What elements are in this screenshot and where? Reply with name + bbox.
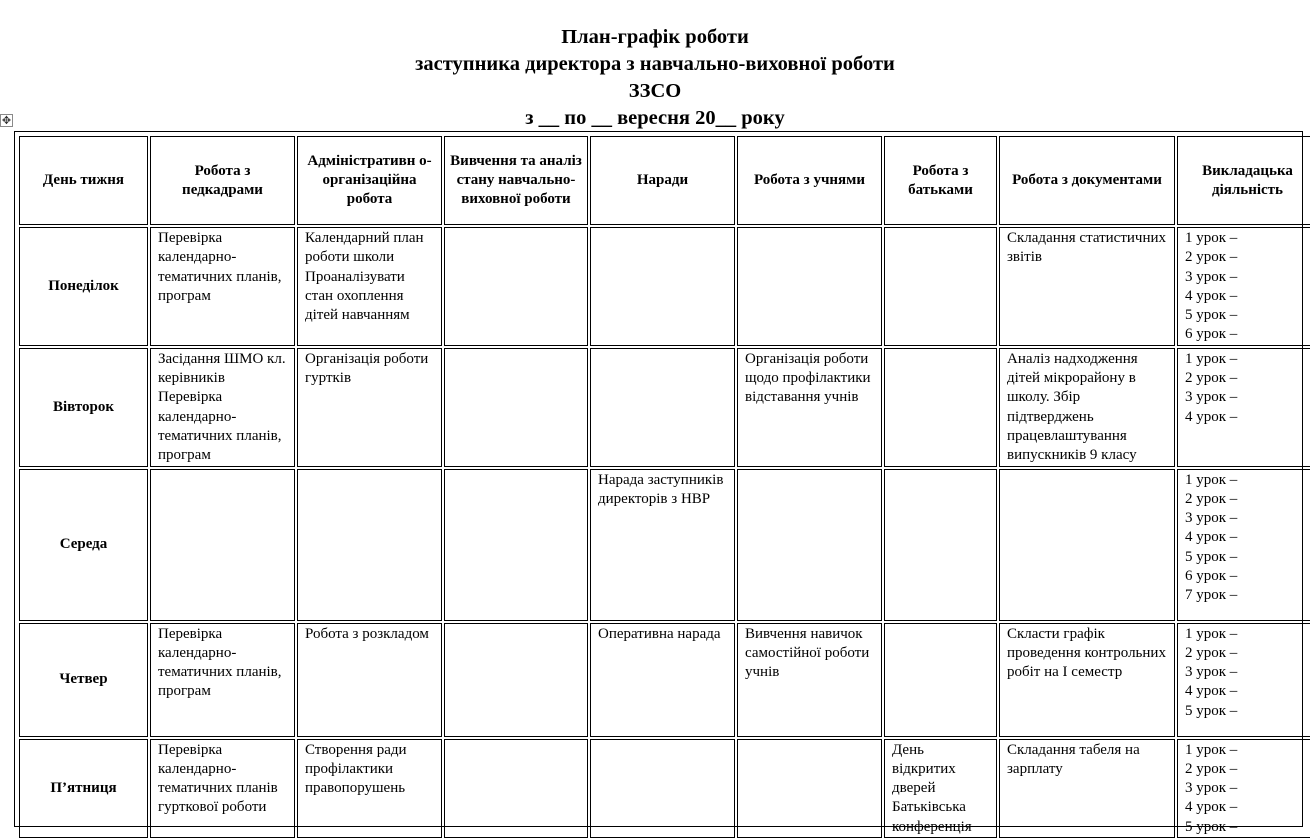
day-cell: Четвер: [19, 623, 148, 737]
table-cell: [444, 469, 588, 621]
table-cell: Перевірка календарно-тематичних планів, програм: [150, 227, 295, 346]
table-cell: [590, 227, 735, 346]
table-cell: [150, 469, 295, 621]
table-cell: Створення ради профілактики правопорушень: [297, 739, 442, 838]
title-line-2: заступника директора з навчально-виховної роботи: [415, 53, 895, 75]
table-cell: Вивчення навичок самостійної роботи учнів: [737, 623, 882, 737]
column-header: Робота з учнями: [737, 136, 882, 225]
table-cell: 1 урок – 2 урок – 3 урок – 4 урок – 5 урок –: [1177, 739, 1310, 838]
table-cell: Перевірка календарно-тематичних планів гурткової роботи: [150, 739, 295, 838]
table-cell: [444, 348, 588, 467]
day-cell: Вівторок: [19, 348, 148, 467]
title-line-1: План-графік роботи: [561, 26, 749, 48]
table-cell: [884, 227, 997, 346]
table-cell: Нарада заступників директорів з НВР: [590, 469, 735, 621]
day-cell: Понеділок: [19, 227, 148, 346]
table-cell: Календарний план роботи школи Проаналізувати стан охоплення дітей навчанням: [297, 227, 442, 346]
table-cell: [737, 739, 882, 838]
table-row: [19, 469, 1310, 621]
table-cell: [737, 227, 882, 346]
schedule-table: [17, 134, 1310, 840]
table-row: [19, 623, 1310, 737]
table-cell: [737, 469, 882, 621]
column-header: Робота з батьками: [884, 136, 997, 225]
schedule-table-frame: [14, 131, 1303, 835]
table-cell: Складання статистичних звітів: [999, 227, 1175, 346]
column-header: Робота з педкадрами: [150, 136, 295, 225]
header-row: [19, 136, 1310, 225]
table-cell: [444, 739, 588, 838]
column-header: Вивчення та аналіз стану навчально-виховної роботи: [444, 136, 588, 225]
table-cell: 1 урок – 2 урок – 3 урок – 4 урок – 5 урок –: [1177, 623, 1310, 737]
table-cell: 1 урок – 2 урок – 3 урок – 4 урок – 5 урок – 6 урок – 7 урок –: [1177, 469, 1310, 621]
title-line-4: з __ по __ вересня 20__ року: [525, 107, 785, 129]
table-cell: [590, 348, 735, 467]
table-cell: 1 урок – 2 урок – 3 урок – 4 урок –: [1177, 348, 1310, 467]
table-cell: [297, 469, 442, 621]
table-row: [19, 348, 1310, 467]
table-cell: [884, 348, 997, 467]
table-cell: День відкритих дверей Батьківська конференція: [884, 739, 997, 838]
column-header: Робота з документами: [999, 136, 1175, 225]
column-header: Адміністративн о-організаційна робота: [297, 136, 442, 225]
table-cell: [884, 623, 997, 737]
table-cell: 1 урок – 2 урок – 3 урок – 4 урок – 5 урок – 6 урок –: [1177, 227, 1310, 346]
table-row: [19, 227, 1310, 346]
title-line-3: ЗЗСО: [628, 80, 682, 102]
table-cell: Організація роботи щодо профілактики відставання учнів: [737, 348, 882, 467]
day-cell: Середа: [19, 469, 148, 621]
table-cell: Засідання ШМО кл. керівників Перевірка календарно-тематичних планів, програм: [150, 348, 295, 467]
table-cell: Скласти графік проведення контрольних робіт на І семестр: [999, 623, 1175, 737]
table-cell: Оперативна нарада: [590, 623, 735, 737]
column-header: День тижня: [19, 136, 148, 225]
table-cell: Перевірка календарно-тематичних планів, програм: [150, 623, 295, 737]
table-cell: [444, 227, 588, 346]
table-cell: Аналіз надходження дітей мікрорайону в школу. Збір підтверджень працевлаштування випускників 9 класу: [999, 348, 1175, 467]
column-header: Наради: [590, 136, 735, 225]
table-cell: [999, 469, 1175, 621]
table-cell: [444, 623, 588, 737]
table-cell: Організація роботи гуртків: [297, 348, 442, 467]
table-cell: Робота з розкладом: [297, 623, 442, 737]
table-move-icon[interactable]: ✥: [1, 114, 12, 127]
column-header: Викладацька діяльність: [1177, 136, 1310, 225]
table-cell: [884, 469, 997, 621]
document-title: [0, 24, 1310, 132]
table-row: [19, 739, 1310, 838]
table-cell: Складання табеля на зарплату: [999, 739, 1175, 838]
table-cell: [590, 739, 735, 838]
day-cell: П’ятниця: [19, 739, 148, 838]
